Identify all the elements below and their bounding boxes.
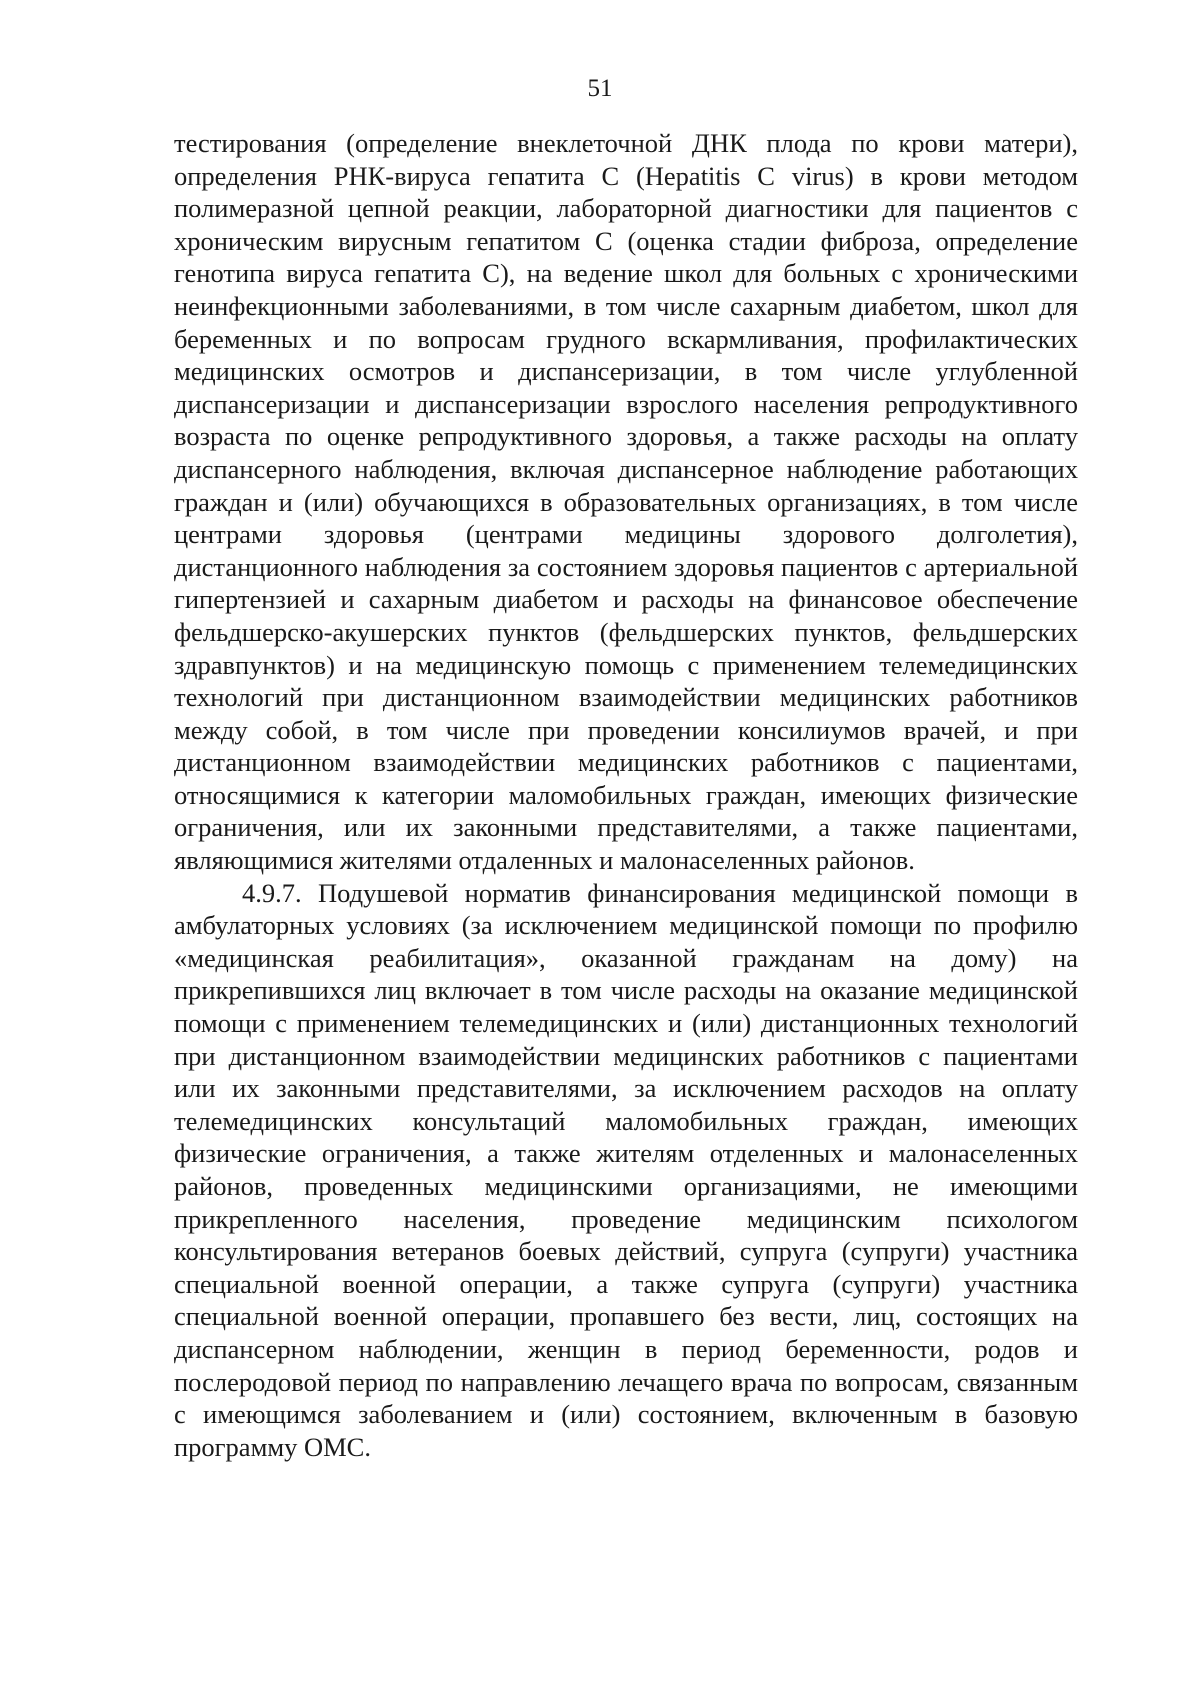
paragraph-4-9-7: 4.9.7. Подушевой норматив финансирования медицинской помощи в амбулаторных условиях (за исключением медицинской помощи по профилю «медицинская реабилитация», оказанной гражданам на дому) на прикрепившихся лиц включает в том числе расходы на оказание медицинской помощи с применением телемедицинских и (или) дистанционных технологий при дистанционном взаимодействии медицинских работников с пациентами или их законными представителями, за исключением расходов на оплату телемедицинских консультаций маломобильных граждан, имеющих физические ограничения, а также жителям отделенных и малонаселенных районов, проведенных медицинскими организациями, не имеющими прикрепленного населения, проведение медицинским психологом консультирования ветеранов боевых действий, супруга (супруги) участника специальной военной операции, а также супруга (супруги) участника специальной военной операции, пропавшего без вести, лиц, состоящих на диспансерном наблюдении, женщин в период беременности, родов и послеродовой период по направлению лечащего врача по вопросам, связанным с имеющимся заболеванием и (или) состоянием, включенным в базовую программу ОМС. — [174, 877, 1078, 1462]
body-text — [174, 127, 1078, 1463]
paragraph-continuation: тестирования (определение внеклеточной ДНК плода по крови матери), определения РНК-вируса гепатита С (Hepatitis C virus) в крови методом полимеразной цепной реакции, лабораторной диагностики для пациентов с хроническим вирусным гепатитом С (оценка стадии фиброза, определение генотипа вируса гепатита С), на ведение школ для больных с хроническими неинфекционными заболеваниями, в том числе сахарным диабетом, школ для беременных и по вопросам грудного вскармливания, профилактических медицинских осмотров и диспансеризации, в том числе углубленной диспансеризации и диспансеризации взрослого населения репродуктивного возраста по оценке репродуктивного здоровья, а также расходы на оплату диспансерного наблюдения, включая диспансерное наблюдение работающих граждан и (или) обучающихся в образовательных организациях, в том числе центрами здоровья (центрами медицины здорового долголетия), дистанционного наблюдения за состоянием здоровья пациентов с артериальной гипертензией и сахарным диабетом и расходы на финансовое обеспечение фельдшерско-акушерских пунктов (фельдшерских пунктов, фельдшерских здравпунктов) и на медицинскую помощь с применением телемедицинских технологий при дистанционном взаимодействии медицинских работников между собой, в том числе при проведении консилиумов врачей, и при дистанционном взаимодействии медицинских работников с пациентами, относящимися к категории маломобильных граждан, имеющих физические ограничения, или их законными представителями, а также пациентами, являющимися жителями отдаленных и малонаселенных районов. — [174, 128, 1078, 876]
page-number: 51 — [587, 75, 613, 102]
